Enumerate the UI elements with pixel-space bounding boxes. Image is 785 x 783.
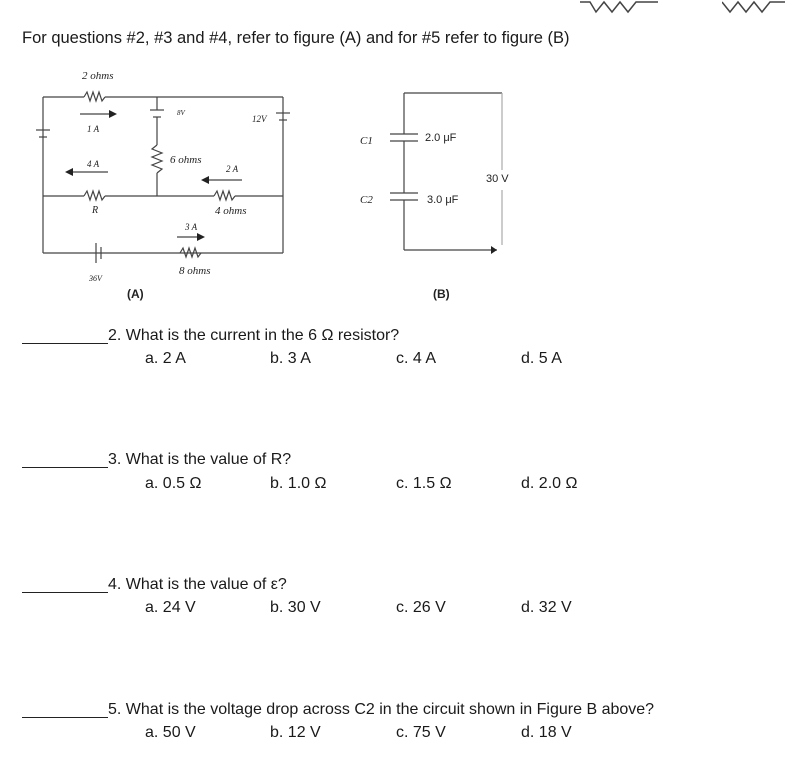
q2-option-c: c. 4 A: [396, 350, 437, 367]
answer-blank-q4[interactable]: [22, 592, 108, 593]
q3-option-c: c. 1.5 Ω: [396, 475, 452, 492]
label-6-ohms: 6 ohms: [170, 154, 202, 166]
q4-option-d: d. 32 V: [521, 599, 572, 616]
label-2-ohms: 2 ohms: [82, 70, 114, 82]
label-4a: 4 A: [87, 159, 100, 169]
label-c2-value: 3.0 μF: [427, 194, 459, 206]
q5-option-b: b. 12 V: [270, 724, 321, 741]
answer-blank-q5[interactable]: [22, 717, 108, 718]
figure-a-caption: (A): [127, 287, 144, 301]
label-c2: C2: [360, 194, 373, 206]
label-2a: 2 A: [226, 164, 239, 174]
q3-option-d: d. 2.0 Ω: [521, 475, 578, 492]
q3-option-b: b. 1.0 Ω: [270, 475, 327, 492]
label-r: R: [92, 205, 99, 216]
label-36v: 36V: [89, 274, 102, 283]
q5-option-c: c. 75 V: [396, 724, 446, 741]
figure-b-caption: (B): [433, 287, 450, 301]
q4-option-b: b. 30 V: [270, 599, 321, 616]
label-8-ohms: 8 ohms: [179, 265, 211, 277]
question-3-text: 3. What is the value of R?: [108, 451, 292, 468]
label-8v: 8V: [177, 109, 185, 117]
label-12v: 12V: [252, 114, 267, 124]
label-3a: 3 A: [185, 222, 198, 232]
label-c1-value: 2.0 μF: [425, 132, 457, 144]
answer-blank-q3[interactable]: [22, 467, 108, 468]
q5-option-a: a. 50 V: [145, 724, 196, 741]
answer-blank-q2[interactable]: [22, 343, 108, 344]
figure-b-circuit: [390, 93, 502, 250]
q2-option-a: a. 2 A: [145, 350, 186, 367]
q5-option-d: d. 18 V: [521, 724, 572, 741]
question-2-text: 2. What is the current in the 6 Ω resistor?: [108, 327, 400, 344]
label-30v: 30 V: [486, 173, 509, 185]
q2-option-d: d. 5 A: [521, 350, 562, 367]
figure-a-labels: [82, 70, 268, 301]
label-c1: C1: [360, 135, 373, 147]
figure-b-labels: [360, 132, 509, 301]
q4-option-c: c. 26 V: [396, 599, 446, 616]
label-4-ohms: 4 ohms: [215, 205, 247, 217]
q3-option-a: a. 0.5 Ω: [145, 475, 202, 492]
q4-option-a: a. 24 V: [145, 599, 196, 616]
question-4-text: 4. What is the value of ε?: [108, 576, 287, 593]
question-5-text: 5. What is the voltage drop across C2 in the circuit shown in Figure B above?: [108, 701, 655, 718]
q2-option-b: b. 3 A: [270, 350, 311, 367]
figure-b-arrowhead: [491, 246, 497, 254]
circuit-figures: [0, 0, 785, 320]
label-1a: 1 A: [87, 124, 100, 134]
instructions: For questions #2, #3 and #4, refer to figure (A) and for #5 refer to figure (B): [22, 29, 570, 47]
